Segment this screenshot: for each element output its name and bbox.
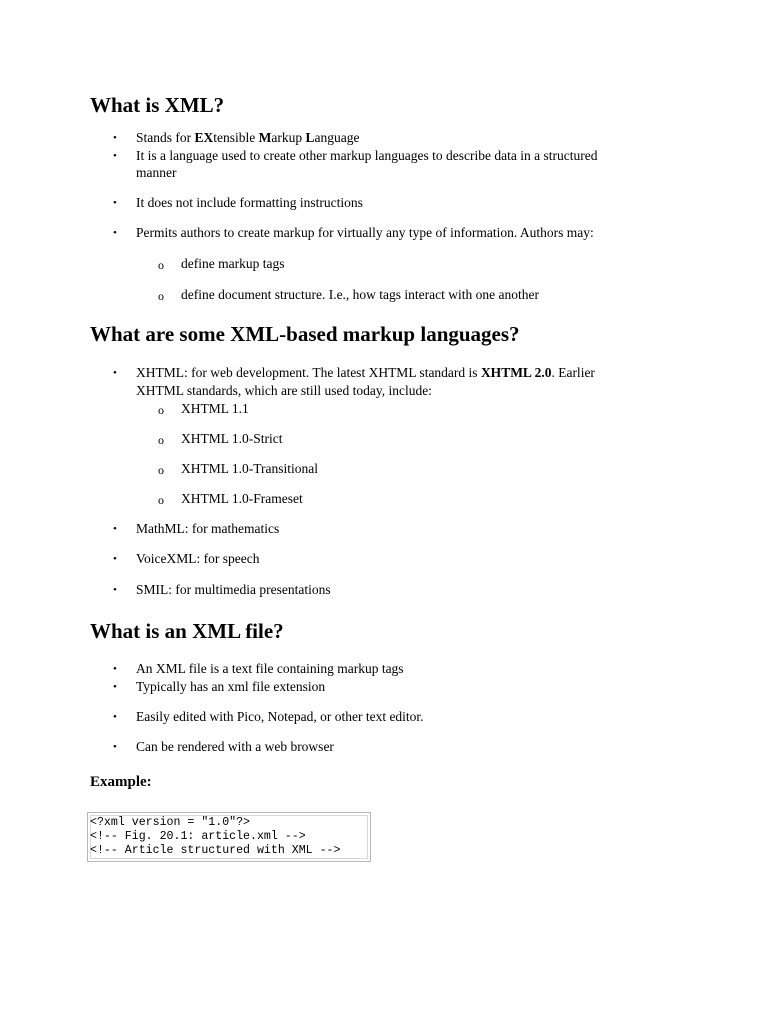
bullet-marker: • <box>113 367 117 379</box>
bullet-marker: • <box>113 150 117 162</box>
sub-marker: o <box>158 493 164 507</box>
bullet-xml-acronym: Stands for EXtensible Markup Language <box>136 130 360 145</box>
bullet-no-formatting: It does not include formatting instructions <box>136 195 363 210</box>
bullet-marker: • <box>113 553 117 565</box>
sub-xhtml-item: XHTML 1.0-Frameset <box>181 491 303 506</box>
heading-xml-based-languages: What are some XML-based markup languages? <box>90 322 520 346</box>
sub-marker: o <box>158 289 164 303</box>
bullet-web-browser: Can be rendered with a web browser <box>136 739 334 754</box>
code-line: <?xml version = "1.0"?> <box>90 816 251 829</box>
code-line: <!-- Article structured with XML --> <box>90 844 341 857</box>
bullet-permits-authors: Permits authors to create markup for virtually any type of information. Authors may: <box>136 225 594 240</box>
bullet-marker: • <box>113 681 117 693</box>
bullet-marker: • <box>113 584 117 596</box>
bullet-language-line2: manner <box>136 165 177 180</box>
bullet-xml-file-text: An XML file is a text file containing markup tags <box>136 661 404 676</box>
sub-xhtml-item: XHTML 1.1 <box>181 401 249 416</box>
bullet-marker: • <box>113 132 117 144</box>
bullet-voicexml: VoiceXML: for speech <box>136 551 260 566</box>
bullet-mathml: MathML: for mathematics <box>136 521 280 536</box>
sub-marker: o <box>158 258 164 272</box>
sub-xhtml-item: XHTML 1.0-Strict <box>181 431 283 446</box>
sub-marker: o <box>158 403 164 417</box>
sub-marker: o <box>158 433 164 447</box>
bullet-xhtml-line2: XHTML standards, which are still used today, include: <box>136 383 432 398</box>
sub-define-tags: define markup tags <box>181 256 285 271</box>
bullet-marker: • <box>113 197 117 209</box>
example-label: Example: <box>90 774 152 790</box>
bullet-marker: • <box>113 663 117 675</box>
heading-what-is-xml: What is XML? <box>90 93 225 117</box>
sub-define-structure: define document structure. I.e., how tags interact with one another <box>181 287 540 302</box>
bullet-marker: • <box>113 227 117 239</box>
bullet-marker: • <box>113 523 117 535</box>
bullet-xml-extension: Typically has an xml file extension <box>136 679 326 694</box>
bullet-marker: • <box>113 711 117 723</box>
heading-what-is-xml-file: What is an XML file? <box>90 619 284 643</box>
sub-xhtml-item: XHTML 1.0-Transitional <box>181 461 318 476</box>
bullet-easily-edited: Easily edited with Pico, Notepad, or other text editor. <box>136 709 424 724</box>
bullet-marker: • <box>113 741 117 753</box>
bullet-smil: SMIL: for multimedia presentations <box>136 582 331 597</box>
sub-marker: o <box>158 463 164 477</box>
bullet-xhtml-line1: XHTML: for web development. The latest XHTML standard is XHTML 2.0. Earlier <box>136 365 595 380</box>
bullet-language-line1: It is a language used to create other markup languages to describe data in a structured <box>136 148 598 163</box>
code-line: <!-- Fig. 20.1: article.xml --> <box>90 830 306 843</box>
